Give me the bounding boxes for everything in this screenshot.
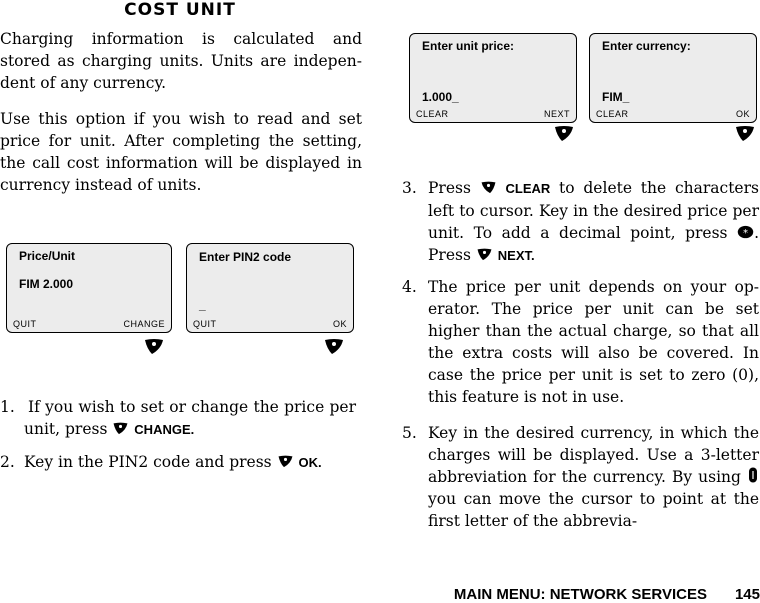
phone-display-price-unit [6, 243, 172, 333]
step-4: 4. The price per unit depends on your op-erator. The price per unit can be set higher than the actual charge, so that all the extra costs will also be covered. In case the price per unit is set to zero (0), this feature is not in use. [402, 278, 759, 406]
softkey-left-label: QUIT [193, 319, 217, 329]
step-5: 5. Key in the desired currency, in which the charges will be displayed. Use a 3-letter abbreviation for the currency. By using you can move the cursor to point at the first letter of the abbrevia- [402, 424, 759, 530]
step-1: 1. If you wish to set or change the price per unit, press CHANGE. [0, 398, 356, 438]
softkey-left-icon [480, 180, 497, 194]
step-2: 2. Key in the PIN2 code and press OK. [0, 453, 322, 471]
softkey-right-icon [112, 421, 129, 435]
intro-paragraph-2: Use this option if you wish to read and set price for unit. After completing the setting, the call cost information will be displayed in currency instead of units. [0, 110, 362, 194]
phone-display-pin2 [186, 243, 354, 333]
softkey-right-icon [734, 124, 756, 142]
intro-paragraph: Charging information is calculated and stored as charging units. Units are indepen-dent of any currency. [0, 30, 362, 92]
softkey-left-label: QUIT [13, 319, 37, 329]
softkey-name: CHANGE. [134, 422, 195, 437]
softkey-left-label: CLEAR [416, 109, 449, 119]
display-line-1: Enter unit price: [422, 39, 515, 53]
softkey-right-label: NEXT [543, 109, 570, 119]
softkey-right-label: OK [332, 319, 347, 329]
display-line-1: Enter PIN2 code [199, 250, 292, 264]
softkey-right-icon [277, 454, 294, 468]
display-line-2: _ [199, 298, 206, 312]
softkey-name: NEXT. [497, 248, 535, 263]
svg-text:*: * [743, 227, 749, 239]
step-2-text: Key in the PIN2 code and press [24, 453, 272, 471]
softkey-left-label: CLEAR [596, 109, 629, 119]
display-line-2: 1.000_ [422, 90, 459, 104]
step-3: 3. Press CLEAR to delete the characters left to cursor. Key in the desired price per unit. To add a decimal point, press * . Press NEXT. [402, 179, 759, 264]
display-line-1: Enter currency: [602, 39, 691, 53]
section-title: COST UNIT [124, 0, 236, 20]
page-footer [454, 586, 760, 603]
softkey-name: OK. [298, 455, 322, 470]
display-line-2: FIM 2.000 [19, 277, 74, 291]
softkey-name: CLEAR [505, 181, 551, 196]
softkey-right-icon [323, 337, 345, 355]
softkey-right-label: OK [735, 109, 750, 119]
scroll-key-icon [747, 467, 759, 483]
softkey-right-icon [143, 337, 165, 355]
display-line-2: FIM_ [602, 90, 630, 104]
display-line-1: Price/Unit [19, 249, 76, 263]
phone-display-currency [589, 33, 757, 123]
step-1-text: If you wish to set or change the price per unit, press [24, 398, 356, 438]
softkey-right-label: CHANGE [123, 319, 165, 329]
page-number: 145 [734, 586, 760, 603]
phone-display-unit-price [409, 33, 577, 123]
footer-section: MAIN MENU: NETWORK SERVICES [453, 586, 707, 603]
star-key-icon [737, 225, 754, 239]
softkey-right-icon [476, 247, 493, 261]
softkey-right-icon [553, 124, 575, 142]
